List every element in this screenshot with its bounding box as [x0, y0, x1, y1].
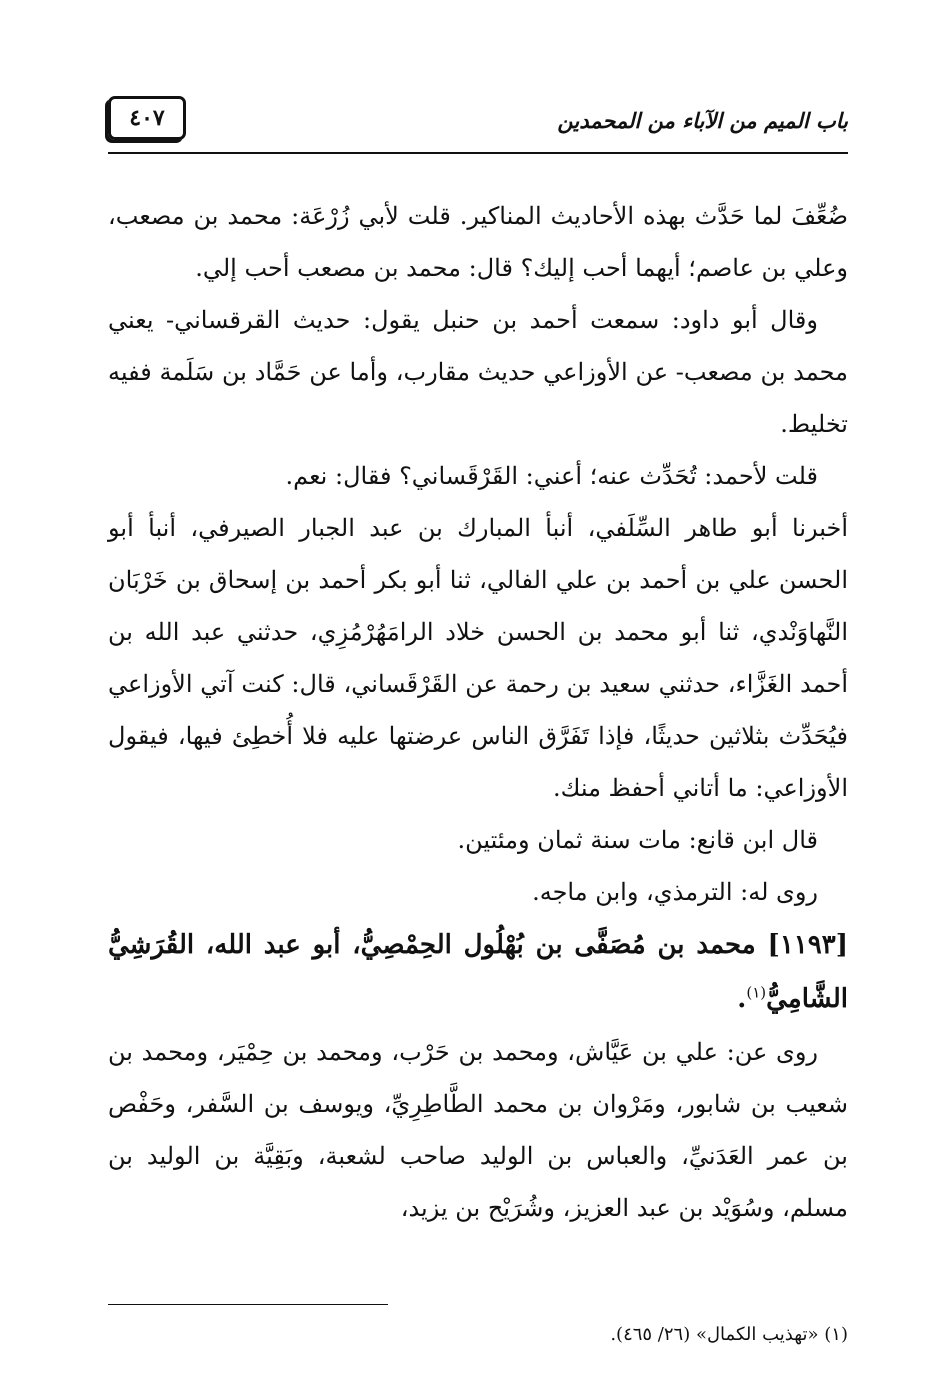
- paragraph-5: قال ابن قانع: مات سنة ثمان ومئتين.: [457, 826, 818, 854]
- paragraph-6: روى له: الترمذي، وابن ماجه.: [532, 878, 818, 906]
- header-rule: [108, 152, 848, 154]
- paragraph-4: أخبرنا أبو طاهر السِّلَفي، أنبأ المبارك بن عبد الجبار الصيرفي، أنبأ أبو الحسن علي بن أحمد بن علي الفالي، ثنا أبو بكر أحمد بن إسحاق بن خَرْبَان النَّهاوَنْدي، ثنا أبو محمد بن الحسن خلاد الرامَهُرْمُزِي، حدثني عبد الله بن أحمد الغَزَّاء، حدثني سعيد بن رحمة عن القَرْقَساني، قال: كنت آتي الأوزاعي فيُحَدِّث بثلاثين حديثًا، فإذا تَفَرَّق الناس عرضتها عليه فلا أُخطِئ فيها، فيقول الأوزاعي: ما أتاني أحفظ منك.: [108, 514, 848, 802]
- paragraph-3: قلت لأحمد: تُحَدِّث عنه؛ أعني: القَرْقَساني؟ فقال: نعم.: [285, 462, 818, 490]
- page-number: ٤٠٧: [108, 96, 186, 140]
- book-page: [108, 90, 848, 1345]
- footnote-marker[interactable]: (١): [746, 983, 767, 1002]
- paragraph-2: وقال أبو داود: سمعت أحمد بن حنبل يقول: حديث القرقساني- يعني محمد بن مصعب- عن الأوزاعي حديث مقارب، وأما عن حَمَّاد بن سَلَمة ففيه تخليط.: [108, 306, 848, 438]
- paragraph-1: ضُعِّفَ لما حَدَّث بهذه الأحاديث المناكير. قلت لأبي زُرْعَة: محمد بن مصعب، وعلي بن عاصم؛ أيهما أحب إليك؟ قال: محمد بن مصعب أحب إلي.: [108, 202, 848, 282]
- page-header: [108, 90, 848, 152]
- entry-heading: [108, 918, 848, 1026]
- footnote: (١) «تهذيب الكمال» (٢٦/ ٤٦٥).: [610, 1324, 848, 1345]
- entry-heading-text: [١١٩٣] محمد بن مُصَفَّى بن بُهْلُول الحِمْصِيُّ، أبو عبد الله، القُرَشِيُّ الشَّامِيُّ: [108, 930, 848, 1014]
- entry-paragraph: روى عن: علي بن عَيَّاش، ومحمد بن حَرْب، ومحمد بن حِمْيَر، ومحمد بن شعيب بن شابور، ومَرْوان بن محمد الطَّاطِرِيِّ، ويوسف بن السَّفر، وحَفْص بن عمر العَدَنيِّ، والعباس بن الوليد صاحب لشعبة، وبَقِيَّة بن الوليد بن مسلم، وسُوَيْد بن عبد العزيز، وشُرَيْح بن يزيد،: [108, 1038, 848, 1222]
- running-title: باب الميم من الآباء من المحمدين: [557, 108, 848, 133]
- footnote-rule: [108, 1304, 388, 1305]
- entry-heading-end: .: [737, 984, 747, 1014]
- main-text: [108, 190, 848, 1234]
